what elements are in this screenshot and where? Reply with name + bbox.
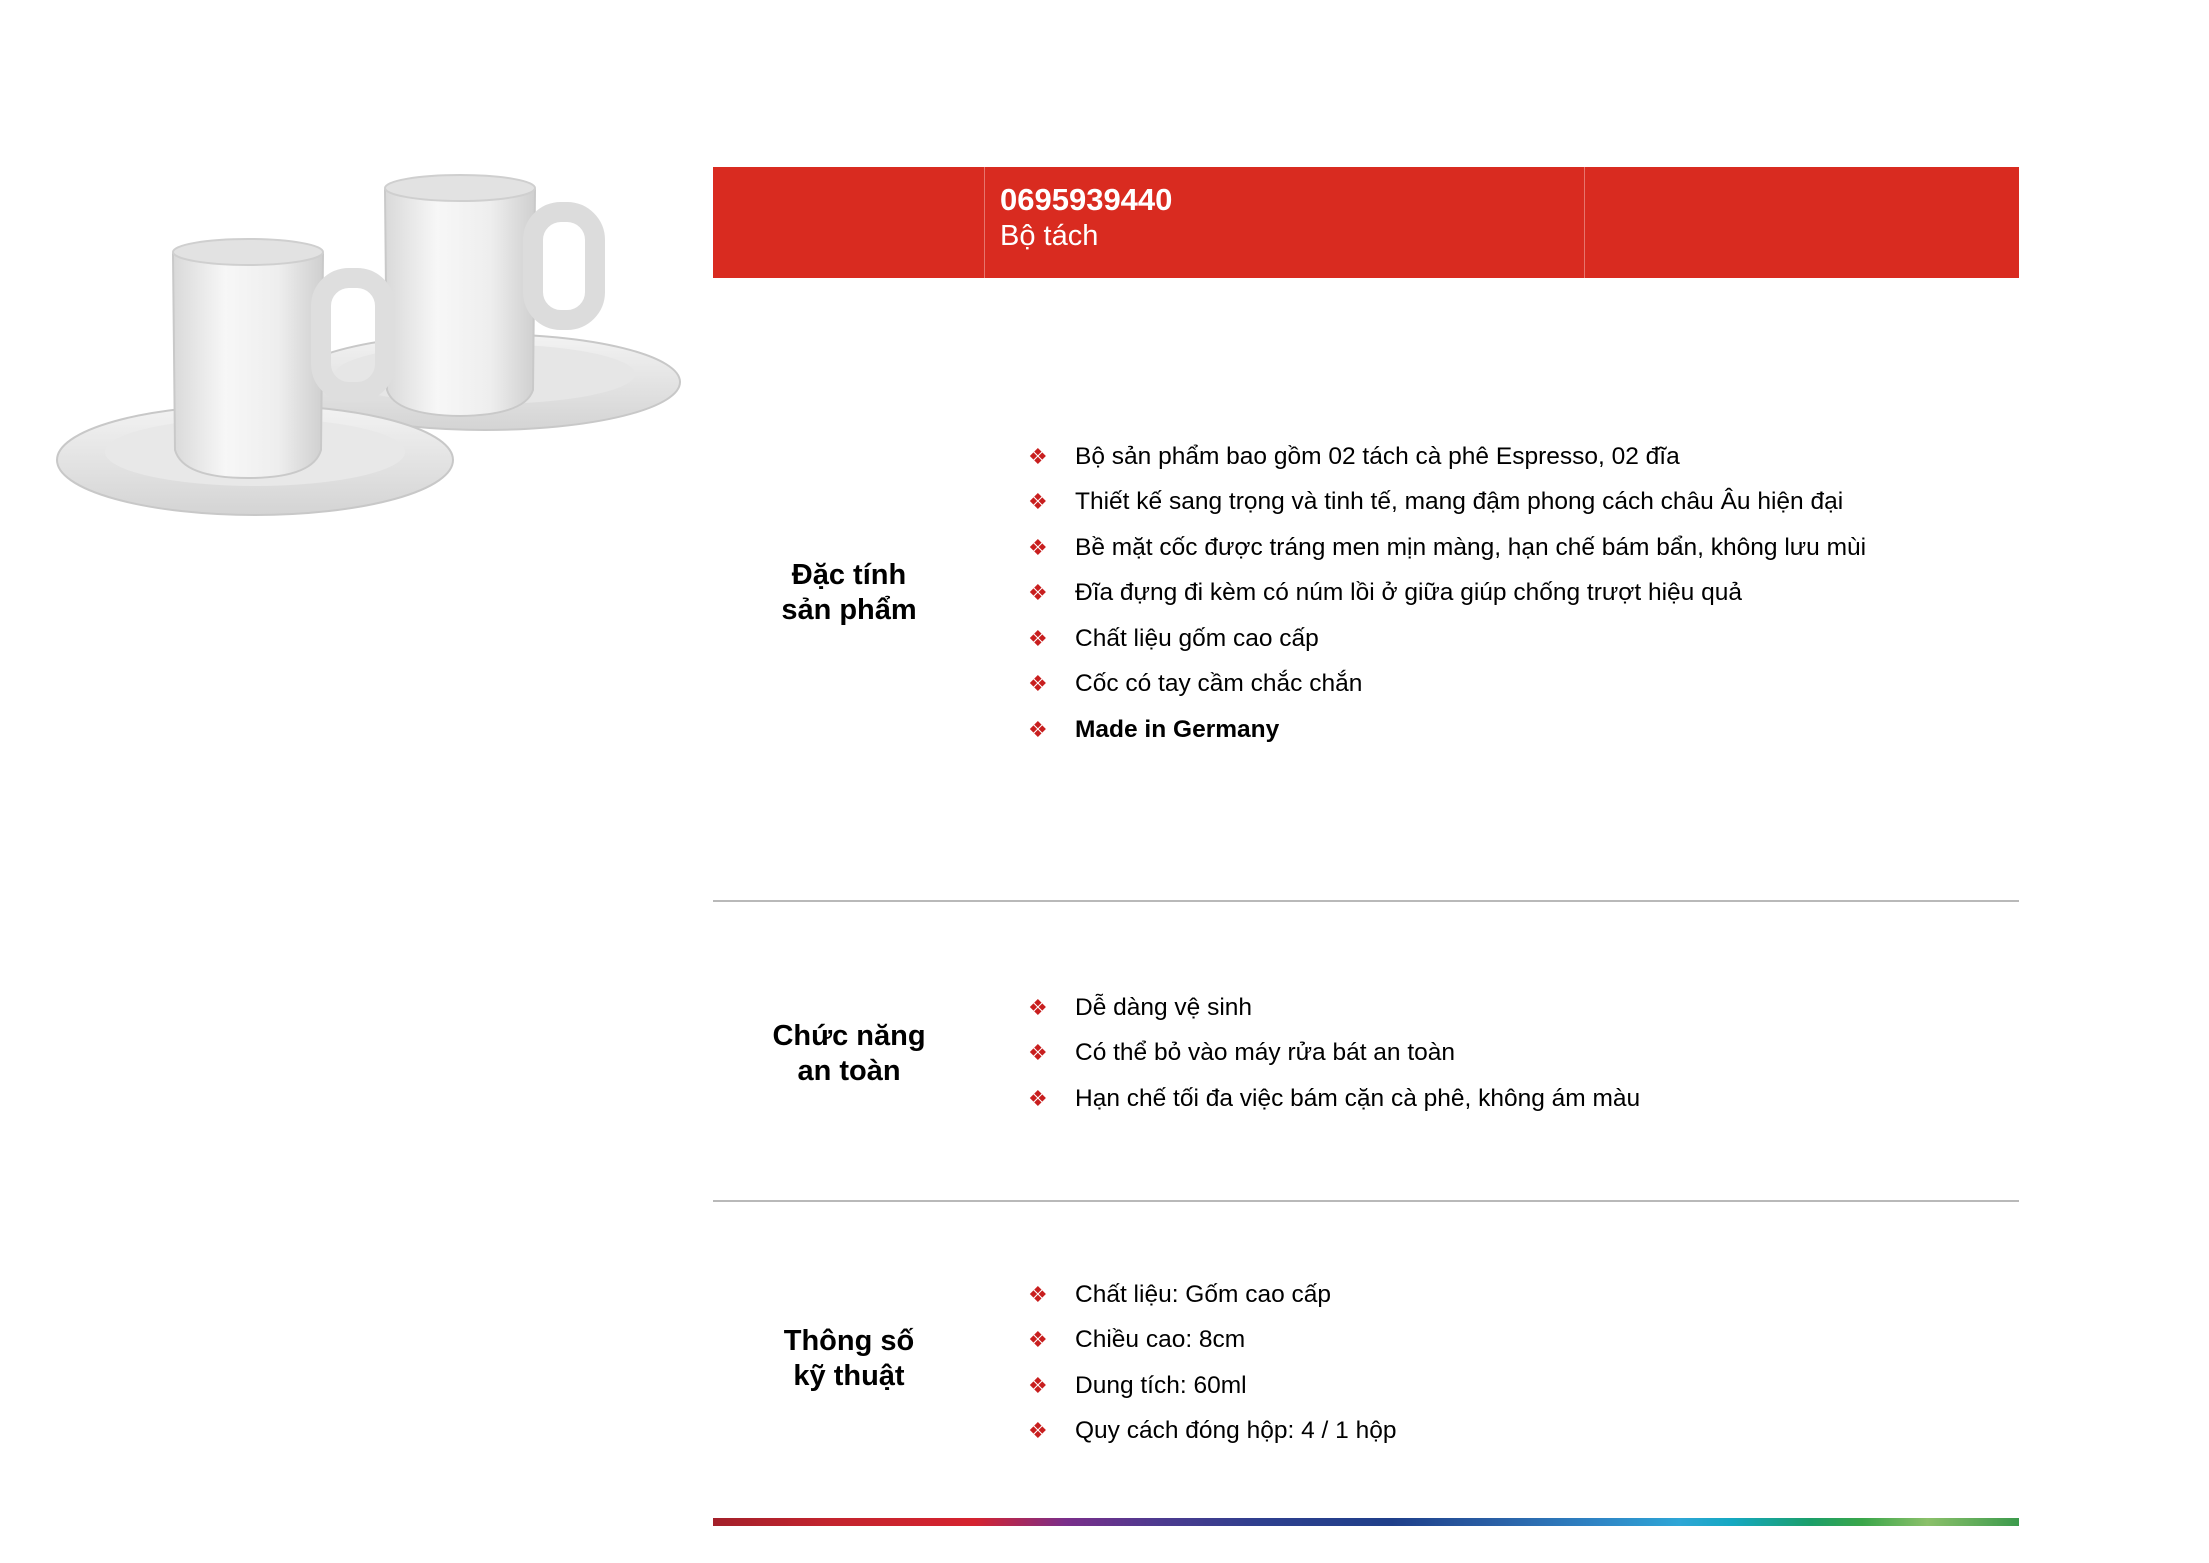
diamond-bullet-icon: ❖ [1028, 1281, 1048, 1307]
features-label-line2: sản phẩm [781, 594, 917, 626]
product-sku: 0695939440 [1000, 182, 1173, 217]
list-item-text: Made in Germany [1075, 715, 1280, 743]
safety-label-line2: an toàn [797, 1055, 901, 1087]
specs-label-line1: Thông số [783, 1325, 915, 1357]
diamond-bullet-icon: ❖ [1028, 1085, 1048, 1111]
diamond-bullet-icon: ❖ [1028, 489, 1048, 515]
list-item [1013, 434, 1866, 480]
list-item [1013, 1076, 1640, 1122]
diamond-bullet-icon: ❖ [1028, 580, 1048, 606]
header-info [985, 167, 1585, 278]
list-item-text: Chất liệu gốm cao cấp [1075, 624, 1319, 652]
diamond-bullet-icon: ❖ [1028, 625, 1048, 651]
diamond-bullet-icon: ❖ [1028, 443, 1048, 469]
specs-section [713, 1272, 2019, 1462]
list-item [1013, 707, 1866, 753]
list-item [1013, 1272, 1396, 1318]
list-item [1013, 1318, 1396, 1364]
diamond-bullet-icon: ❖ [1028, 1327, 1048, 1353]
list-item-text: Bộ sản phẩm bao gồm 02 tách cà phê Espresso, 02 đĩa [1075, 442, 1680, 470]
list-item [1013, 525, 1866, 571]
diamond-bullet-icon: ❖ [1028, 1040, 1048, 1066]
list-item-text: Bề mặt cốc được tráng men mịn màng, hạn chế bám bẩn, không lưu mùi [1075, 533, 1867, 561]
diamond-bullet-icon: ❖ [1028, 1418, 1048, 1444]
diamond-bullet-icon: ❖ [1028, 671, 1048, 697]
list-item [1013, 1363, 1396, 1409]
list-item-text: Dung tích: 60ml [1075, 1371, 1247, 1399]
header-spacer [713, 167, 985, 278]
safety-label-line1: Chức năng [772, 1020, 926, 1052]
features-label [713, 558, 985, 628]
safety-section [713, 985, 2019, 1135]
product-header [713, 167, 2019, 278]
list-item [1013, 616, 1866, 662]
product-image [55, 160, 695, 540]
diamond-bullet-icon: ❖ [1028, 994, 1048, 1020]
list-item-text: Hạn chế tối đa việc bám cặn cà phê, không ám màu [1075, 1084, 1641, 1112]
list-item [1013, 985, 1640, 1031]
list-item [1013, 662, 1866, 708]
list-item-text: Đĩa đựng đi kèm có núm lồi ở giữa giúp chống trượt hiệu quả [1075, 579, 1742, 607]
specs-list [1013, 1272, 1396, 1454]
features-section [713, 430, 2019, 760]
list-item-text: Cốc có tay cầm chắc chắn [1075, 670, 1363, 698]
list-item [1013, 571, 1866, 617]
diamond-bullet-icon: ❖ [1028, 534, 1048, 560]
list-item [1013, 480, 1866, 526]
list-item [1013, 1031, 1640, 1077]
specs-label-line2: kỹ thuật [793, 1360, 905, 1392]
list-item-text: Có thể bỏ vào máy rửa bát an toàn [1075, 1039, 1456, 1067]
list-item-text: Dễ dàng vệ sinh [1075, 993, 1253, 1021]
list-item-text: Quy cách đóng hộp: 4 / 1 hộp [1075, 1417, 1397, 1445]
list-item [1013, 1409, 1396, 1455]
section-divider [713, 900, 2019, 902]
features-list [1013, 434, 1866, 753]
safety-list [1013, 985, 1640, 1122]
features-label-line1: Đặc tính [791, 559, 907, 591]
list-item-text: Chất liệu: Gốm cao cấp [1075, 1280, 1332, 1308]
list-item-text: Chiều cao: 8cm [1075, 1326, 1246, 1354]
safety-label [713, 1019, 985, 1089]
section-divider [713, 1200, 2019, 1202]
header-empty-cell [1585, 167, 2019, 278]
brand-color-bar [713, 1518, 2019, 1526]
diamond-bullet-icon: ❖ [1028, 1372, 1048, 1398]
specs-label [713, 1324, 985, 1394]
diamond-bullet-icon: ❖ [1028, 716, 1048, 742]
product-type: Bộ tách [1000, 220, 1099, 253]
list-item-text: Thiết kế sang trọng và tinh tế, mang đậm phong cách châu Âu hiện đại [1075, 488, 1844, 516]
